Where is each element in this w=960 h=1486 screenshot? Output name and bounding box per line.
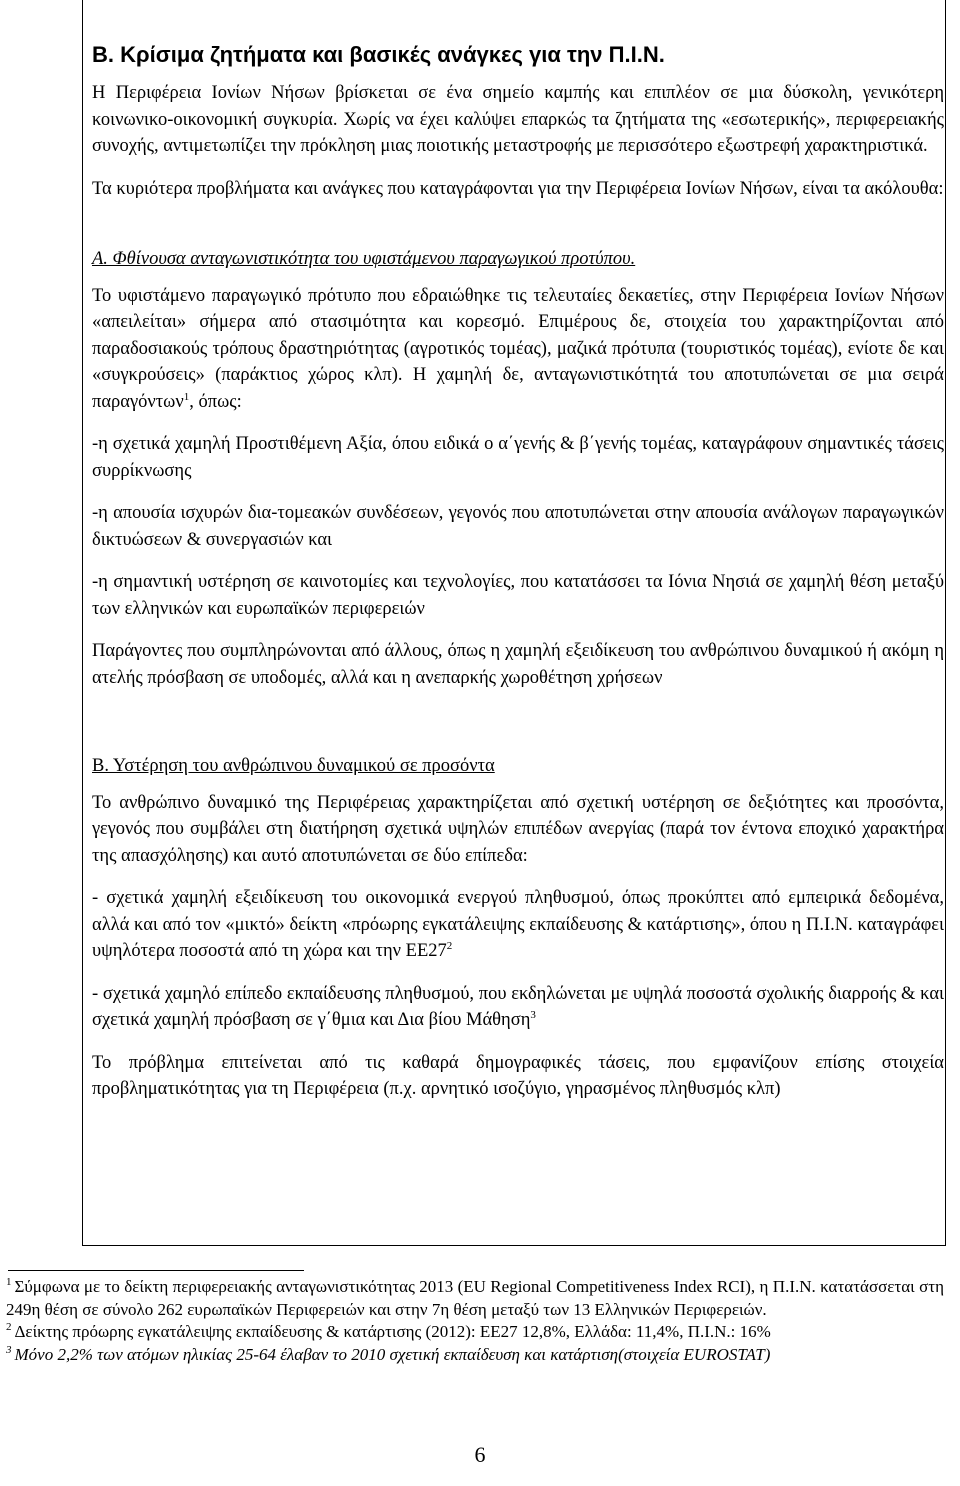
page-number: 6 [474,1442,486,1467]
footnote-3: $^3$ Μόνο 2,2% των ατόμων ηλικίας 25-64 έλαβαν το 2010 σχετική εκπαίδευση και κατάρτιση(στοιχεία EUROSTAT) [6,1343,771,1364]
section-a-bullet-2: -η απουσία ισχυρών δια-τομεακών συνδέσεων, γεγονός που αποτυπώνεται στην απουσία ανάλογων παραγωγικών δικτυώσεων & συνεργασιών και [92,503,944,550]
section-b-title: Β. Υστέρηση του ανθρώπινου δυναμικού σε προσόντα [92,756,495,776]
section-b-paragraph: Το ανθρώπινο δυναμικό της Περιφέρειας χαρακτηρίζεται από σχετική υστέρηση σε δεξιότητες και προσόντα, γεγονός που συμβάλει στη διατήρηση σχετικά υψηλών επιπέδων ανεργίας (παρά τον έντονα εποχικό χαρακτήρα της απασχόλησης) και αυτό αποτυπώνεται σε δύο επίπεδα: [92,792,944,866]
footnote-ref-2[interactable]: 2 [446,939,453,952]
footnotes [6,1276,944,1366]
section-heading: B. Κρίσιμα ζητήματα και βασικές ανάγκες για την Π.Ι.Ν. [92,42,665,67]
section-b-bullet-2: - σχετικά χαμηλό επίπεδο εκπαίδευσης πληθυσμού, που εκδηλώνεται με υψηλά ποσοστά σχολικής διαρροής & και σχετικά χαμηλή πρόσβαση σε γ΄θμια και Δια βίου Μάθηση$^3$ [92,983,944,1030]
section-b-closing: Το πρόβλημα επιτείνεται από τις καθαρά δημογραφικές τάσεις, που εμφανίζουν επίσης στοιχεία προβληματικότητας για τη Περιφέρεια (π.χ. αρνητικό ισοζύγιο, γηρασμένος πληθυσμός κλπ) [92,1052,944,1099]
document-body [92,40,944,1103]
intro-paragraph: Η Περιφέρεια Ιονίων Νήσων βρίσκεται σε ένα σημείο καμπής και επιπλέον σε μια δύσκολη, γενικότερη κοινωνικο-οικονομική συγκυρία. Χωρίς να έχει καλύψει επαρκώς τα ζητήματα της «εσωτερικής», περιφερειακής συνοχής, αντιμετωπίζει την πρόκληση μιας ποιοτικής μεταστροφής με περισσότερο εξωστρεφή χαρακτηριστικά. [92,83,944,156]
problems-intro: Τα κυριότερα προβλήματα και ανάγκες που καταγράφονται για την Περιφέρεια Ιονίων Νήσων, είναι τα ακόλουθα: [92,178,944,199]
section-a-closing: Παράγοντες που συμπληρώνονται από άλλους, όπως η χαμηλή εξειδίκευση του ανθρώπινου δυναμικού ή ακόμη η ατελής πρόσβαση σε υποδομές, αλλά και η ανεπαρκής χωροθέτηση χρήσεων [92,641,944,688]
section-a-title: Α. Φθίνουσα ανταγωνιστικότητα του υφιστάμενου παραγωγικού προτύπου. [92,249,636,269]
footnote-2: $^2$ Δείκτης πρόωρης εγκατάλειψης εκπαίδευσης & κατάρτισης (2012): ΕΕ27 12,8%, Ελλάδα: 11,4%, Π.Ι.Ν.: 16% [6,1321,771,1341]
section-b-bullet-1: - σχετικά χαμηλή εξειδίκευση του οικονομικά ενεργού πληθυσμού, όπως προκύπτει από εμπειρικά δεδομένα, αλλά και από τον «μικτό» δείκτη «πρόωρης εγκατάλειψης εκπαίδευσης & κατάρτισης», όπου η Π.Ι.Ν. καταγράφει υψηλότερα ποσοστά από τη χώρα και την $EE27^2$ [92,888,944,961]
section-a-bullet-3: -η σημαντική υστέρηση σε καινοτομίες και τεχνολογίες, που κατατάσσει τα Ιόνια Νησιά σε χαμηλή θέση μεταξύ των ελληνικών και ευρωπαϊκών περιφερειών [92,572,944,619]
footnote-1: $^1$ Σύμφωνα με το δείκτη περιφερειακής ανταγωνιστικότητας 2013 (EU Regional Competitiveness Index RCI), η Π.Ι.Ν. κατατάσσεται στη 249η θέση σε σύνολο 262 ευρωπαϊκών Περιφερειών και στην 7η θέση μεταξύ των 13 Ελληνικών Περιφερειών. [6,1276,944,1319]
footnote-ref-1[interactable]: 1 [183,390,190,403]
footnote-separator [8,1270,304,1271]
section-a-bullet-1: -η σχετικά χαμηλή Προστιθέμενη Αξία, όπου ειδικά ο α΄γενής & β΄γενής τομέας, καταγράφουν σημαντικές τάσεις συρρίκνωσης [92,434,944,481]
section-a-paragraph: Το υφιστάμενο παραγωγικό πρότυπο που εδραιώθηκε τις τελευταίες δεκαετίες, στην Περιφέρεια Ιονίων Νήσων «απειλείται» σήμερα από στασιμότητα και κορεσμό. Επιμέρους δε, στοιχεία του χαρακτηρίζονται από παραδοσιακούς τρόπους δραστηριότητας (αγροτικός τομέας), μαζικά πρότυπα (τουριστικός τομέας), ενίοτε δε και «συγκρούσεις» (παράκτιος χώρος κλπ). Η χαμηλή δε, ανταγωνιστικότητά του αποτυπώνεται σε μια σειρά παραγόντων$^1$, όπως: [92,285,944,412]
footnote-ref-3[interactable]: 3 [530,1008,536,1021]
